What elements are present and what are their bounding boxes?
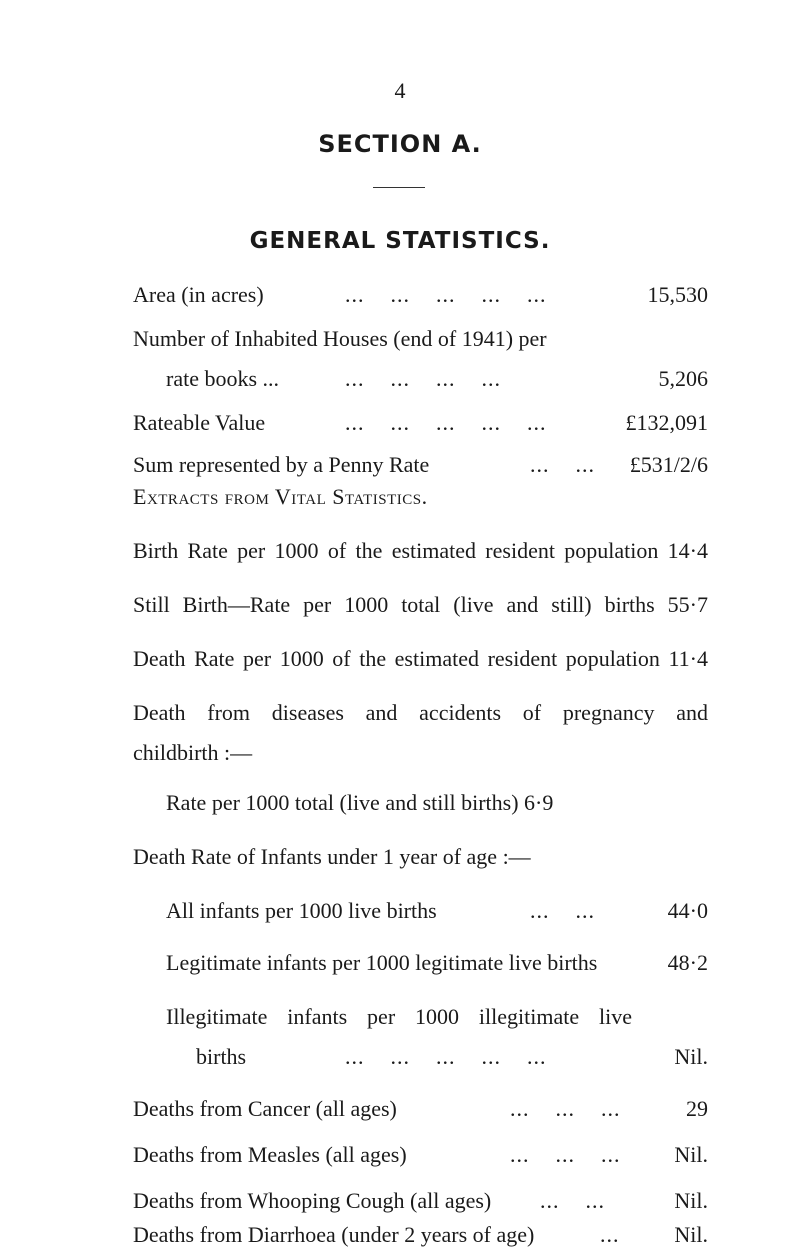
diarrhoea-label: Deaths from Diarrhoea (under 2 years of age) xyxy=(133,1222,535,1247)
penny-label: Sum represented by a Penny Rate xyxy=(133,452,430,477)
page-number: 4 xyxy=(394,78,406,103)
leader-dots: ... ... ... xyxy=(510,1142,621,1167)
rateable-value: £132,091 xyxy=(625,410,708,435)
general-statistics-title: GENERAL STATISTICS. xyxy=(249,228,551,254)
all-infants-value: 44·0 xyxy=(667,898,708,923)
leader-dots: ... ... ... ... ... xyxy=(345,282,547,307)
houses-label-line2: rate books ... xyxy=(166,366,280,391)
leader-dots: ... ... xyxy=(530,452,595,477)
death-rate-line: Death Rate per 1000 of the estimated resident population 11·4 xyxy=(133,646,708,671)
diarrhoea-value: Nil. xyxy=(674,1222,708,1247)
legit-label: Legitimate infants per 1000 legitimate live births xyxy=(166,950,598,975)
rateable-label: Rateable Value xyxy=(133,410,266,435)
still-birth-line: Still Birth—Rate per 1000 total (live and still) births 55·7 xyxy=(133,592,708,617)
whooping-value: Nil. xyxy=(674,1188,708,1213)
penny-value: £531/2/6 xyxy=(629,452,708,477)
section-title: SECTION A. xyxy=(318,130,482,158)
illegit-label-line1: Illegitimate infants per 1000 illegitimate live xyxy=(166,1004,632,1029)
area-value: 15,530 xyxy=(647,282,708,307)
all-infants-label: All infants per 1000 live births xyxy=(166,898,437,923)
houses-label-line1: Number of Inhabited Houses (end of 1941) per xyxy=(133,326,547,351)
cancer-label: Deaths from Cancer (all ages) xyxy=(133,1096,397,1121)
illegit-value: Nil. xyxy=(674,1044,708,1069)
leader-dots: ... xyxy=(600,1222,620,1247)
leader-dots: ... ... ... ... ... xyxy=(345,410,547,435)
measles-label: Deaths from Measles (all ages) xyxy=(133,1142,407,1167)
illegit-label-line2: births xyxy=(196,1044,247,1069)
legit-value: 48·2 xyxy=(667,950,708,975)
leader-dots: ... ... xyxy=(530,898,595,923)
leader-dots: ... ... ... ... ... xyxy=(345,1044,547,1069)
leader-dots: ... ... ... xyxy=(510,1096,621,1121)
vital-statistics-heading: Extracts from Vital Statistics. xyxy=(133,484,428,509)
houses-value: 5,206 xyxy=(658,366,708,391)
area-label: Area (in acres) xyxy=(133,282,264,307)
infant-heading: Death Rate of Infants under 1 year of age :— xyxy=(133,844,531,869)
leader-dots: ... ... ... ... xyxy=(345,366,501,391)
cancer-value: 29 xyxy=(686,1096,708,1121)
pregnancy-line1: Death from diseases and accidents of pregnancy and xyxy=(133,700,708,725)
pregnancy-rate-line: Rate per 1000 total (live and still births) 6·9 xyxy=(166,790,554,815)
pregnancy-line2: childbirth :— xyxy=(133,740,253,765)
divider-rule xyxy=(373,187,425,188)
measles-value: Nil. xyxy=(674,1142,708,1167)
leader-dots: ... ... xyxy=(540,1188,605,1213)
birth-rate-line: Birth Rate per 1000 of the estimated resident population 14·4 xyxy=(133,538,708,563)
whooping-label: Deaths from Whooping Cough (all ages) xyxy=(133,1188,492,1213)
